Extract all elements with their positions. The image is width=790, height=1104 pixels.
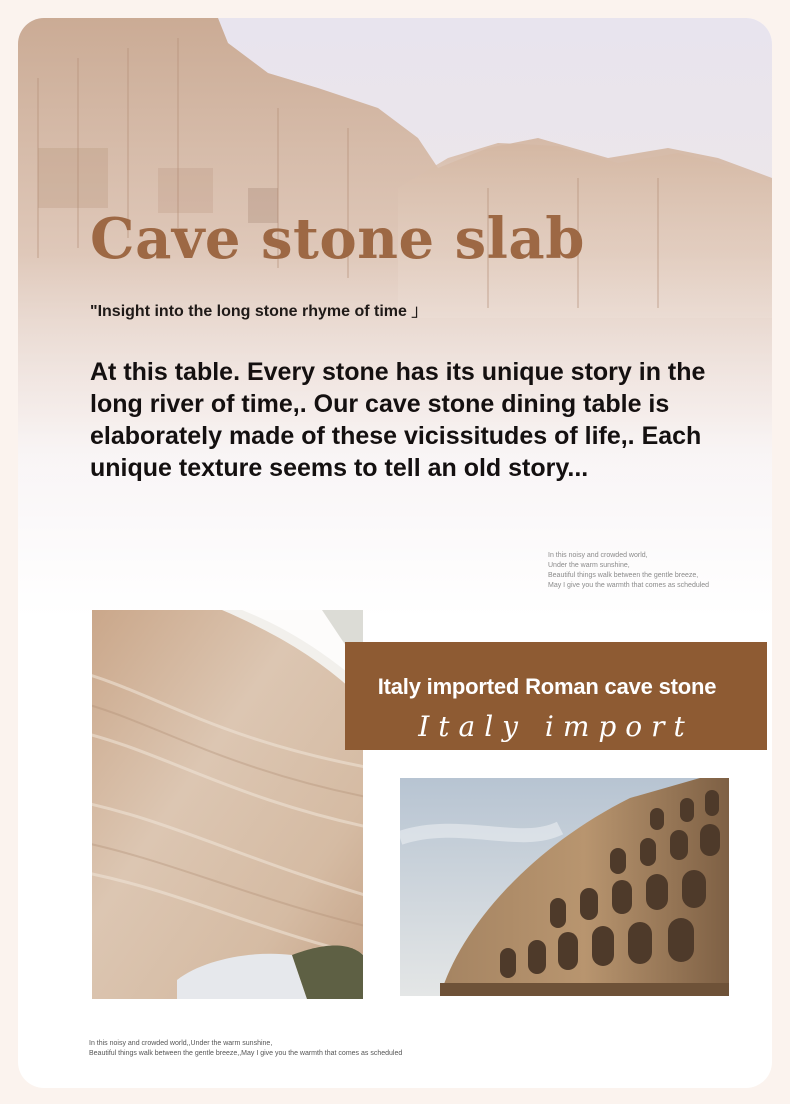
page-title: Cave stone slab (90, 206, 585, 272)
note-line: Beautiful things walk between the gentle breeze, (548, 572, 699, 579)
note-line: In this noisy and crowded world, (548, 552, 648, 559)
note-line: Beautiful things walk between the gentle breeze,,May I give you the warmth that comes as scheduled (89, 1050, 403, 1057)
note-line: In this noisy and crowded world,,Under the warm sunshine, (89, 1040, 273, 1047)
note-line: Under the warm sunshine, (548, 562, 630, 569)
content-card (18, 18, 772, 1088)
colosseum-photo (400, 778, 729, 996)
stone-slab-photo (92, 610, 363, 999)
small-poem-note (548, 551, 709, 591)
banner-script-text: Italy import (418, 710, 694, 743)
banner-title: Italy imported Roman cave stone (377, 674, 717, 699)
page-subtitle: "Insight into the long stone rhyme of time 」 (90, 303, 428, 320)
description-paragraph: At this table. Every stone has its unique story in the long river of time,. Our cave stone dining table is elaborately made of these vicissitudes of life,. Each unique texture seems to tell an old story... (90, 358, 706, 482)
footer-note (89, 1039, 402, 1059)
note-line: May I give you the warmth that comes as scheduled (548, 582, 710, 589)
